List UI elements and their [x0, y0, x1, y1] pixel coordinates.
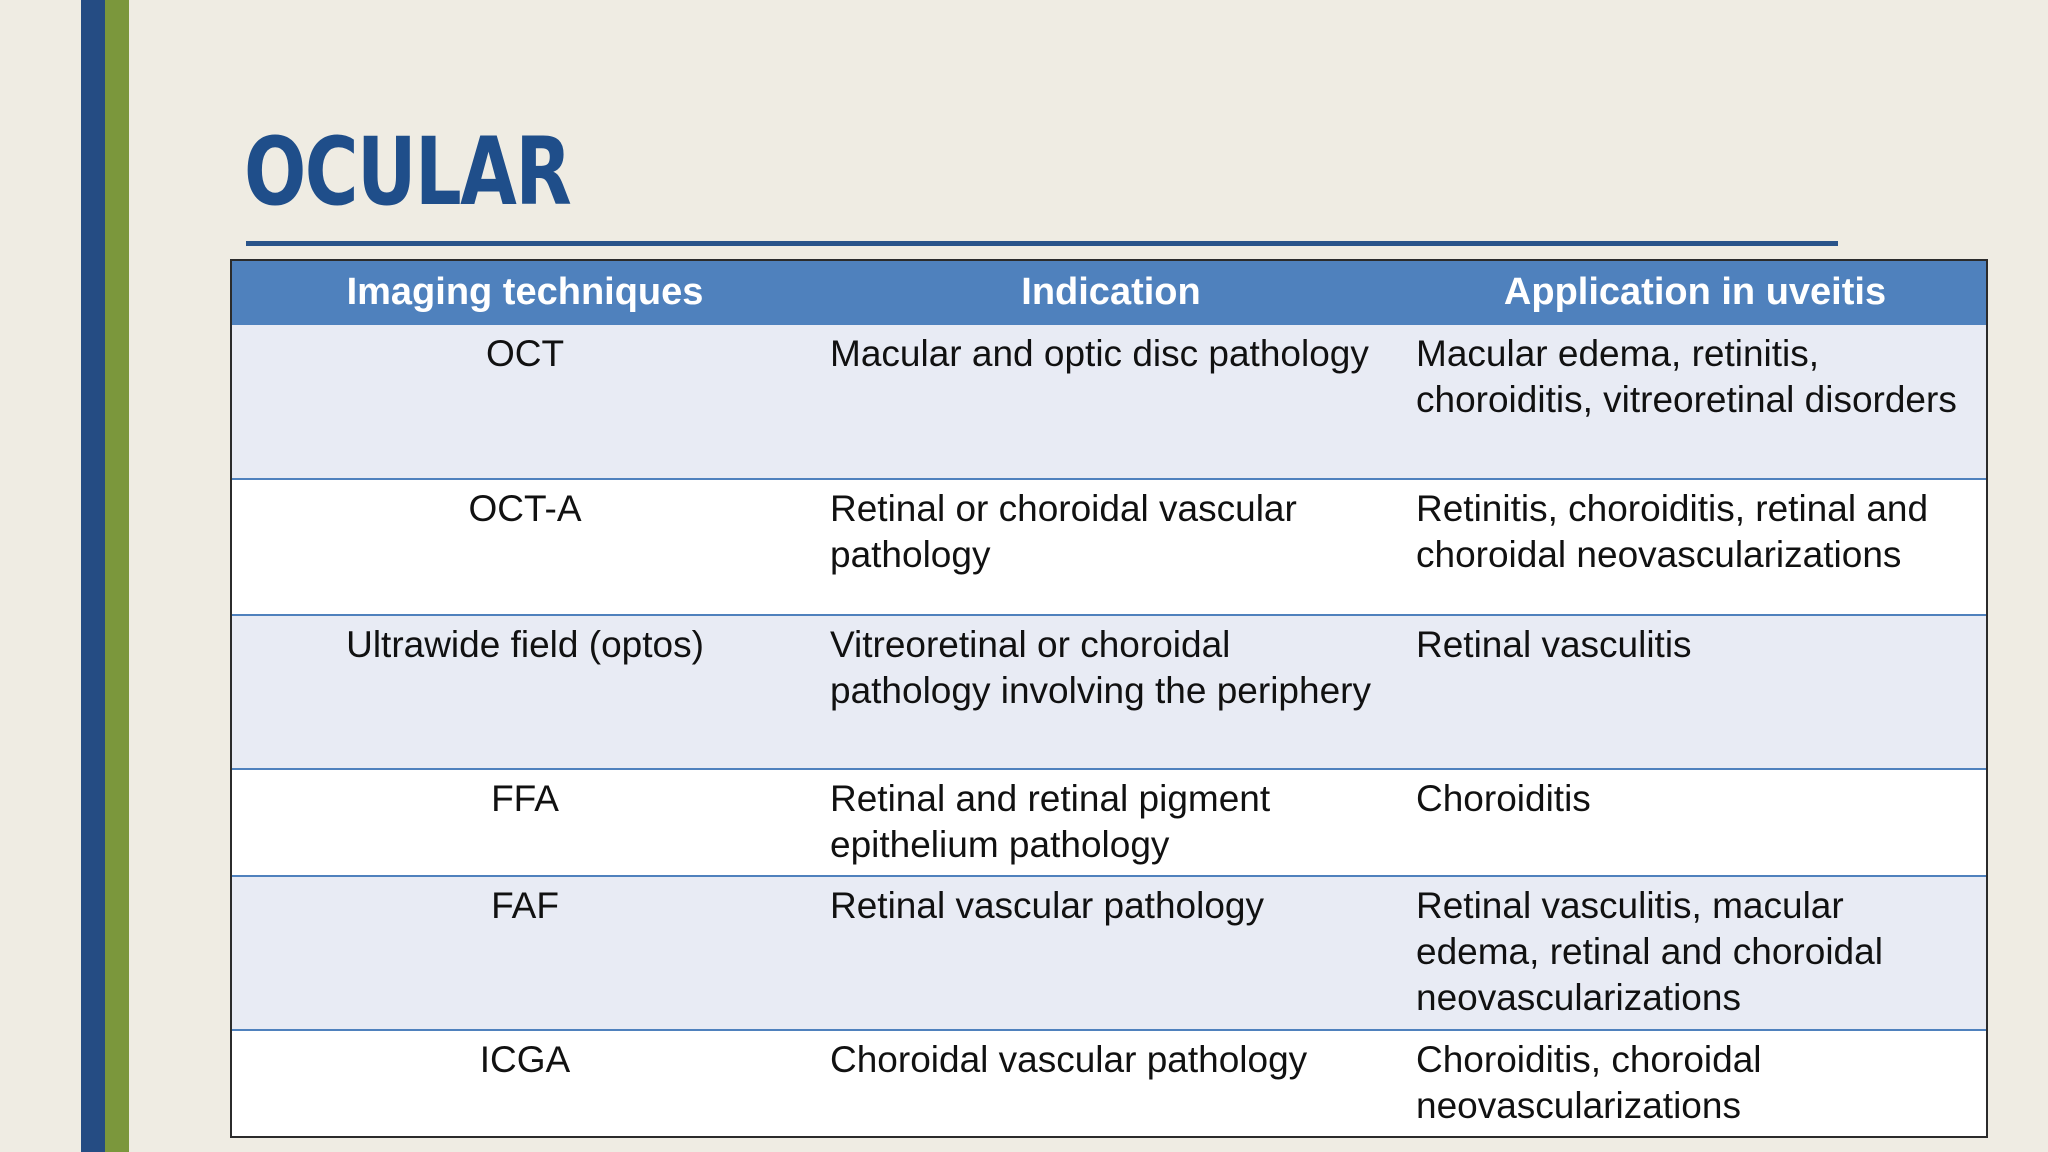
header-indication: Indication: [818, 261, 1404, 324]
left-accent-bar-green: [105, 0, 129, 1152]
application-cell: Macular edema, retinitis, choroiditis, vitreoretinal disorders: [1404, 324, 1986, 479]
table-row: [232, 615, 1986, 769]
header-application-in-uveitis: Application in uveitis: [1404, 261, 1986, 324]
table-row: [232, 876, 1986, 1030]
table-row: [232, 324, 1986, 479]
table-header-row: [232, 261, 1986, 324]
table-row: [232, 479, 1986, 615]
application-cell: Retinal vasculitis, macular edema, retinal and choroidal neovascularizations: [1404, 876, 1986, 1030]
indication-cell: Macular and optic disc pathology: [818, 324, 1404, 479]
indication-cell: Choroidal vascular pathology: [818, 1030, 1404, 1136]
table-row: [232, 1030, 1986, 1136]
indication-cell: Retinal and retinal pigment epithelium pathology: [818, 769, 1404, 876]
application-cell: Retinitis, choroiditis, retinal and choroidal neovascularizations: [1404, 479, 1986, 615]
table-row: [232, 769, 1986, 876]
header-imaging-techniques: Imaging techniques: [232, 261, 818, 324]
application-cell: Choroiditis: [1404, 769, 1986, 876]
left-accent-bar-blue: [81, 0, 105, 1152]
title-underline: [246, 241, 1838, 246]
technique-cell: OCT: [232, 324, 818, 479]
indication-cell: Retinal vascular pathology: [818, 876, 1404, 1030]
application-cell: Choroiditis, choroidal neovascularizations: [1404, 1030, 1986, 1136]
slide-title: OCULAR: [244, 118, 571, 227]
application-cell: Retinal vasculitis: [1404, 615, 1986, 769]
technique-cell: FFA: [232, 769, 818, 876]
imaging-table: [230, 259, 1988, 1138]
indication-cell: Vitreoretinal or choroidal pathology involving the periphery: [818, 615, 1404, 769]
indication-cell: Retinal or choroidal vascular pathology: [818, 479, 1404, 615]
technique-cell: OCT-A: [232, 479, 818, 615]
technique-cell: ICGA: [232, 1030, 818, 1136]
technique-cell: FAF: [232, 876, 818, 1030]
technique-cell: Ultrawide field (optos): [232, 615, 818, 769]
